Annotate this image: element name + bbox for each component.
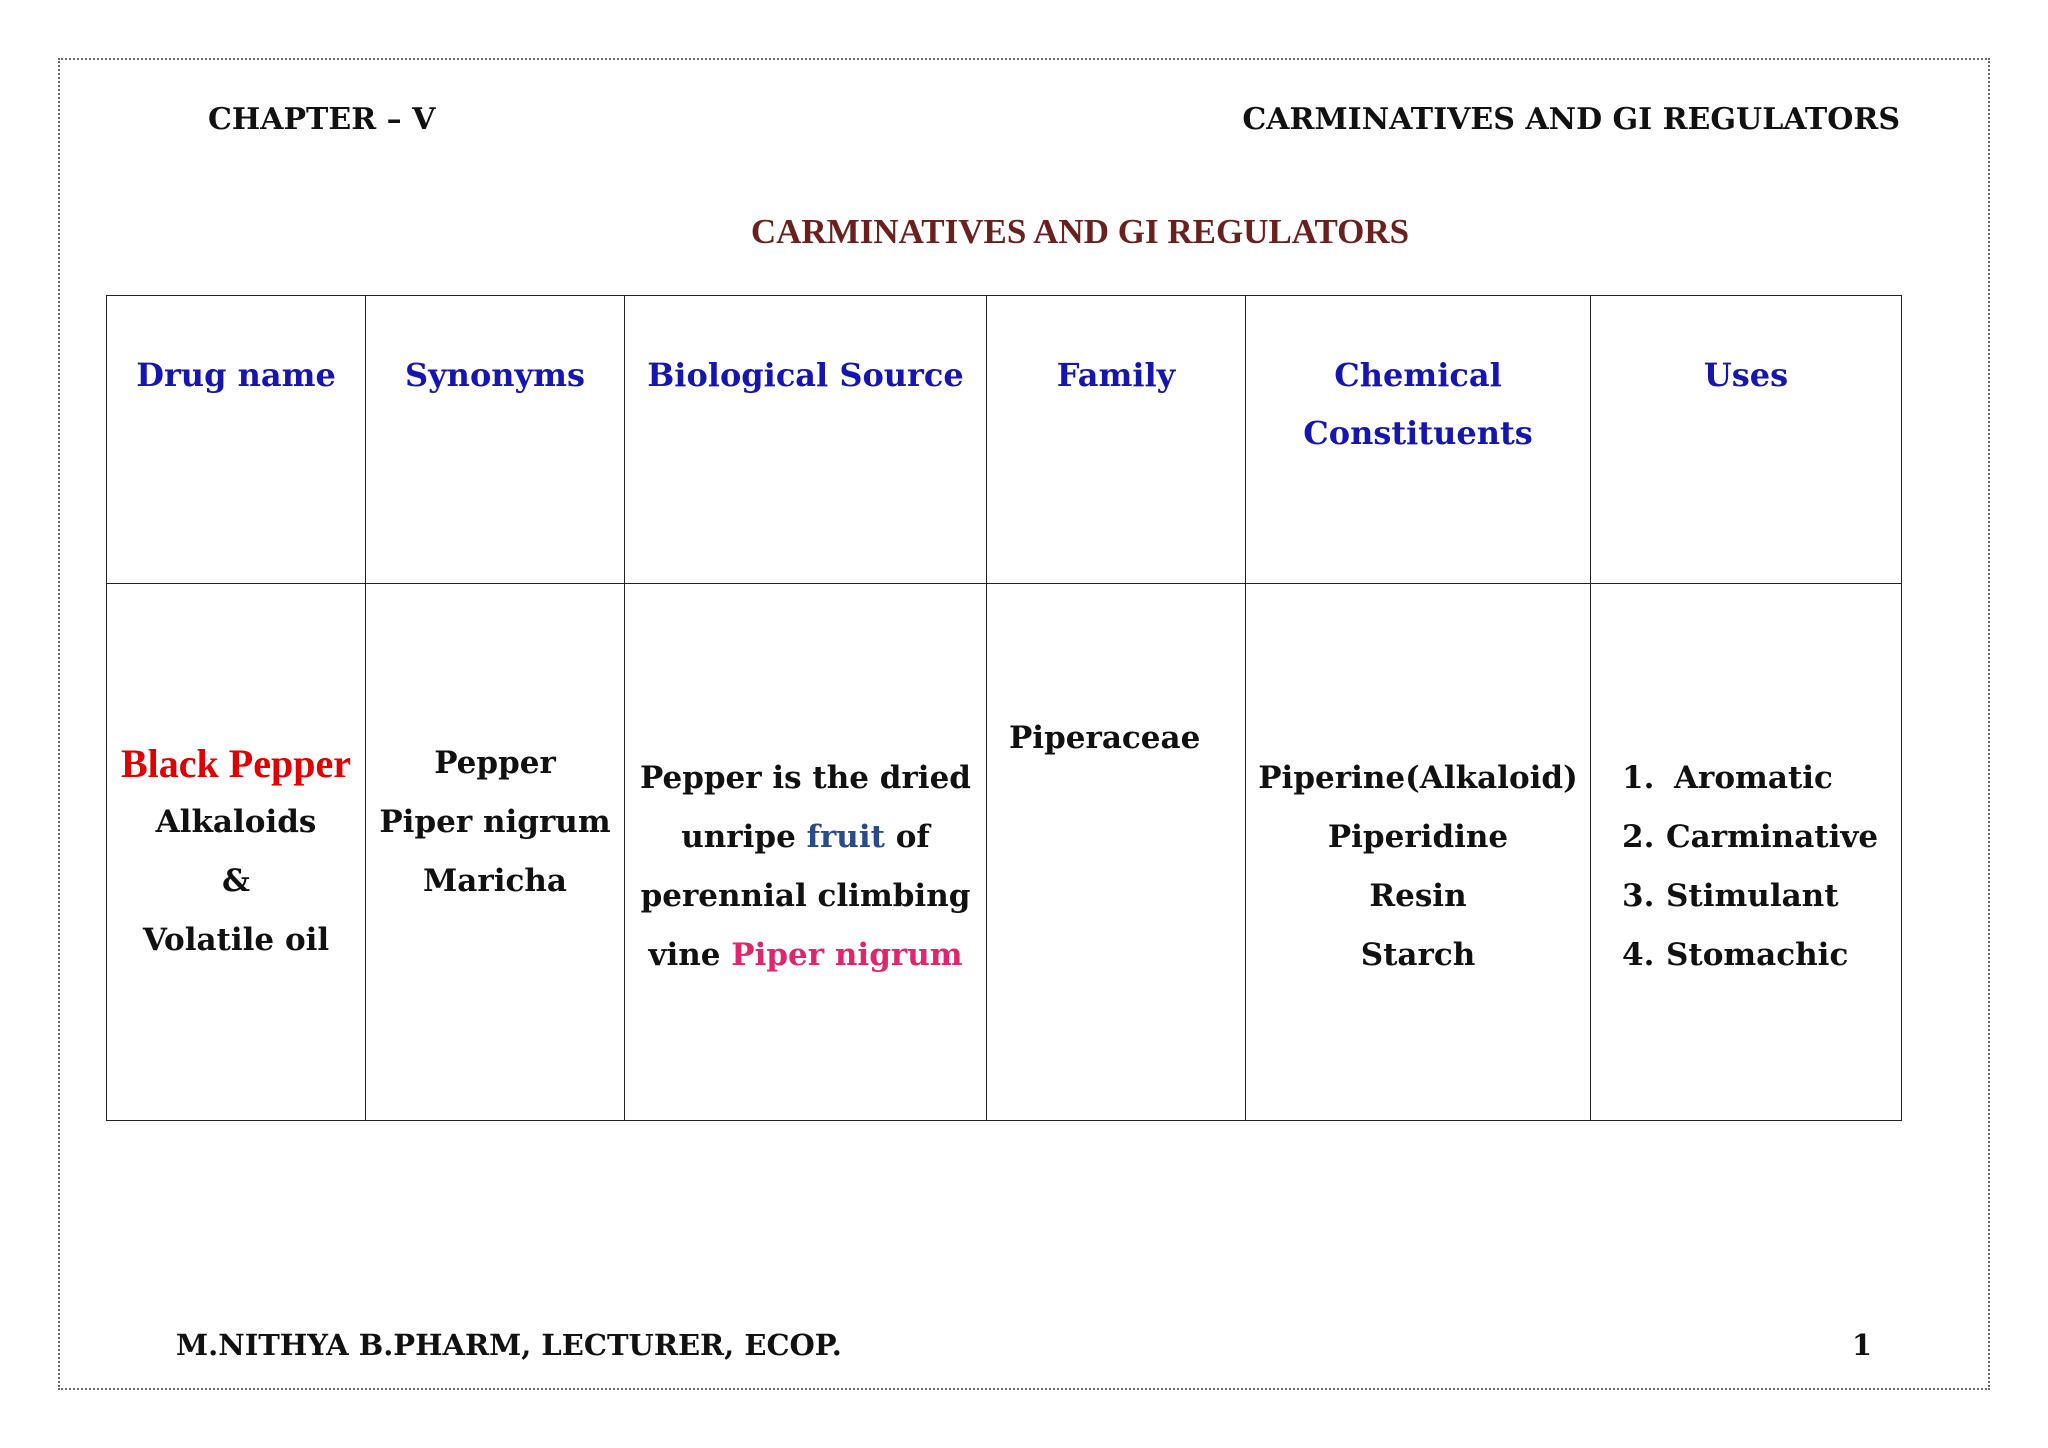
list-item: 3. Stimulant	[1622, 877, 1839, 914]
list-item: 1. Aromatic	[1622, 759, 1833, 796]
constituent-item: Piperine(Alkaloid)	[1258, 759, 1578, 796]
drug-subtitle-2: &	[222, 863, 250, 899]
section-header: CARMINATIVES AND GI REGULATORS	[1242, 102, 1900, 137]
source-line: vine Piper nigrum	[648, 936, 963, 973]
family-cell	[987, 584, 1246, 1121]
species-name: Piper nigrum	[731, 936, 963, 973]
drug-subtitle-1: Alkaloids	[155, 804, 317, 840]
drug-name: Black Pepper	[121, 741, 351, 786]
drug-name-cell	[107, 584, 366, 1121]
synonym-item: Pepper	[434, 745, 556, 781]
col-drug-name: Drug name	[107, 296, 366, 584]
col-family: Family	[987, 296, 1246, 584]
col-biological-source: Biological Source	[625, 296, 987, 584]
constituent-item: Starch	[1360, 936, 1476, 973]
synonyms-cell	[366, 584, 625, 1121]
source-line: perennial climbing	[640, 877, 971, 914]
footer-author: M.NITHYA B.PHARM, LECTURER, ECOP.	[176, 1328, 842, 1362]
list-item: 2. Carminative	[1622, 818, 1879, 855]
uses-cell	[1591, 584, 1902, 1121]
drug-table	[106, 295, 1902, 1121]
col-uses: Uses	[1591, 296, 1902, 584]
synonym-item: Piper nigrum	[379, 804, 611, 840]
page-title: CARMINATIVES AND GI REGULATORS	[750, 212, 1410, 251]
chapter-header: CHAPTER – V	[208, 102, 436, 137]
page-number: 1	[1851, 1328, 1872, 1362]
constituent-item: Piperidine	[1327, 818, 1509, 855]
drug-subtitle-3: Volatile oil	[142, 922, 330, 958]
table-header-row	[107, 296, 1902, 584]
biological-source-cell	[625, 584, 987, 1121]
table-row	[107, 584, 1902, 1121]
col-synonyms: Synonyms	[366, 296, 625, 584]
list-item: 4. Stomachic	[1622, 936, 1849, 973]
family-name: Piperaceae	[1009, 720, 1201, 756]
source-line: unripe fruit of	[681, 818, 930, 855]
fruit-word: fruit	[806, 818, 885, 855]
constituent-item: Resin	[1369, 877, 1467, 914]
synonym-item: Maricha	[422, 863, 567, 899]
col-chemical-constituents: Chemical Constituents	[1246, 296, 1591, 584]
uses-list	[1592, 749, 1900, 985]
constituents-cell	[1246, 584, 1591, 1121]
source-line: Pepper is the dried	[640, 759, 971, 796]
